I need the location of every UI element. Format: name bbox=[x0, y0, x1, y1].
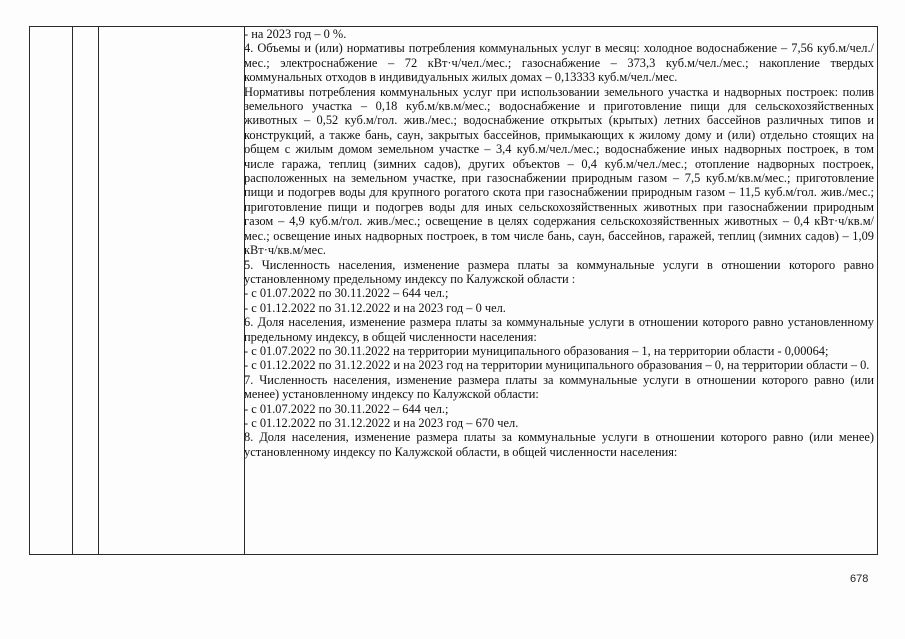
paragraph-share-below-index: 8. Доля населения, изменение размера платы за коммунальные услуги в отношении которого равно (или менее) установленному индексу по Калужской области, в общей численности населения: bbox=[244, 430, 874, 459]
paragraph-population-below-period-1: - с 01.07.2022 по 30.11.2022 – 644 чел.; bbox=[244, 401, 449, 416]
paragraph-land-plot-norms: Нормативы потребления коммунальных услуг при использовании земельного участка и надворных построек: полив земельного участка – 0,18 куб.м/кв.м/мес.; водоснабжение и приготовление пищи для сельскохозяйственных животных – 0,52 куб.м/гол. жив./мес.; водоснабжение открытых (крытых) летних бассейнов различных типов и конструкций, а также бань, саун, закрытых бассейнов, примыкающих к жилому дому и (или) отдельно стоящих на общем с жилым домом земельном участке – 3,4 куб.м/чел./мес.; водоснабжение иных надворных построек, в том числе гаража, теплиц (зимних садов), других объектов – 0,4 куб.м/чел./мес.; отопление надворных построек, расположенных на земельном участке, при газоснабжении природным газом – 7,5 куб.м/кв.м/мес.; приготовление пищи и подогрев воды для крупного рогатого скота при газоснабжении природным газом – 11,5 куб.м/гол. жив./мес.; приготовление пищи и подогрев воды для иных сельскохозяйственных животных при газоснабжении природным газом – 4,9 куб.м/гол. жив./мес.; освещение в целях содержания сельскохозяйственных животных – 0,4 кВт·ч/кв.м/мес.; освещение иных надворных построек, в том числе бань, саун, бассейнов, гаражей, теплиц (зимних садов) – 1,09 кВт·ч/кв.м/мес. bbox=[244, 84, 874, 258]
paragraph-population-below-index: 7. Численность населения, изменение размера платы за коммунальные услуги в отношении которого равно (или менее) установленному индексу по Калужской области: bbox=[244, 372, 874, 402]
paragraph-share-equal-period-1: - с 01.07.2022 по 30.11.2022 на территории муниципального образования – 1, на территории области - 0,00064; bbox=[244, 343, 829, 358]
column-divider-2 bbox=[98, 27, 99, 554]
paragraph-population-below-period-2: - с 01.12.2022 по 31.12.2022 и на 2023 год – 670 чел. bbox=[244, 415, 519, 430]
paragraph-population-equal-period-1: - с 01.07.2022 по 30.11.2022 – 644 чел.; bbox=[244, 286, 449, 301]
page-number: 678 bbox=[850, 573, 869, 585]
column-divider-1 bbox=[72, 27, 73, 554]
paragraph-2023-share: - на 2023 год – 0 %. bbox=[244, 27, 347, 41]
paragraph-share-equal-index: 6. Доля населения, изменение размера платы за коммунальные услуги в отношении которого равно установленному предельному индексу, в общей численности населения: bbox=[244, 315, 874, 344]
paragraph-population-equal-index: 5. Численность населения, изменение размера платы за коммунальные услуги в отношении которого равно установленному предельному индексу по Калужской области : bbox=[244, 257, 874, 286]
paragraph-consumption-volumes: 4. Объемы и (или) нормативы потребления коммунальных услуг в месяц: холодное водоснабжение – 7,56 куб.м/чел./мес.; электроснабжение – 72 кВт·ч/чел./мес.; газоснабжение – 373,3 куб.м/чел./мес.; накопление твердых коммунальных отходов в индивидуальных жилых домах – 0,13333 куб.м/чел./мес. bbox=[244, 41, 874, 85]
paragraph-population-equal-period-2: - с 01.12.2022 по 31.12.2022 и на 2023 год – 0 чел. bbox=[244, 300, 506, 315]
table-cell-content bbox=[244, 27, 874, 554]
paragraph-share-equal-period-2: - с 01.12.2022 по 31.12.2022 и на 2023 год на территории муниципального образования – 0, на территории области – 0. bbox=[244, 358, 870, 373]
